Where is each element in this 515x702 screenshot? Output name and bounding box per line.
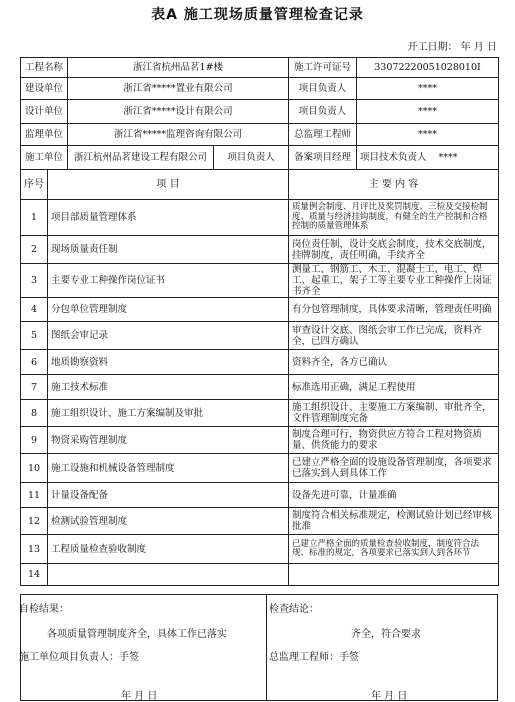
value-contractor: 浙江杭州品茗建设工程有限公司: [68, 146, 214, 170]
row-no: 9: [21, 427, 48, 454]
row-content: 资料齐全，各方已确认: [289, 350, 499, 375]
row-content: 已建立严格全面的设施设备管理制度，各项要求已落实到人到具体工作: [289, 454, 499, 483]
value-permit: 33072220051028010I: [357, 58, 499, 78]
row-content: 标准选用正确，满足工程使用: [289, 375, 499, 400]
row-content: 施工组织设计、主要施工方案编制、审批齐全，文件管理制度完备: [289, 400, 499, 427]
row-content: 制度符合相关标准规定，检测试验计划已经审核批准: [289, 508, 499, 535]
tech-lead-cell: [357, 146, 499, 170]
row-item: 现场质量责任制: [48, 236, 289, 264]
label-project-manager: 备案项目经理: [289, 146, 357, 170]
value-project-name: 浙江省杭州品茗1#楼: [68, 58, 289, 78]
row-item: 施工设施和机械设备管理制度: [48, 454, 289, 483]
row-no: 5: [21, 322, 48, 350]
row-no: 1: [21, 200, 48, 236]
value-supervisor: 浙江省*****监理咨询有限公司: [68, 124, 289, 146]
row-item: [48, 564, 289, 586]
row-no: 8: [21, 400, 48, 427]
row-no: 2: [21, 236, 48, 264]
row-item: 计量设备配备: [48, 483, 289, 508]
self-check-label: 自检结果：: [19, 604, 69, 615]
row-item: 图纸会审记录: [48, 322, 289, 350]
row-content: 制度合理可行，物资供应方符合工程对物资质量、供货能力的要求: [289, 427, 499, 454]
inspection-table: [20, 57, 499, 586]
value-tech-lead: ****: [438, 152, 458, 163]
row-item: 工程质量检查验收制度: [48, 535, 289, 564]
row-item: 主要专业工种操作岗位证书: [48, 264, 289, 298]
label-supervisor: 监理单位: [21, 124, 68, 146]
label-permit: 施工许可证号: [289, 58, 357, 78]
row-no: 7: [21, 375, 48, 400]
label-chief-engineer: 总监理工程师: [289, 124, 357, 146]
conclusion-divider: [266, 595, 267, 700]
row-no: 4: [21, 298, 48, 322]
row-item: 检测试验管理制度: [48, 508, 289, 535]
row-no: 3: [21, 264, 48, 298]
row-content: 设备先进可靠，计量准确: [289, 483, 499, 508]
value-owner: 浙江省*****置业有限公司: [68, 78, 289, 100]
label-tech-lead: 项目技术负责人: [360, 152, 427, 163]
start-date: 开工日期： 年 月 日: [407, 42, 497, 53]
row-item: 施工组织设计、施工方案编制及审批: [48, 400, 289, 427]
row-content: 岗位责任制，设计交底会制度，技术交底制度，挂牌制度，责任明确，手续齐全: [289, 236, 499, 264]
label-designer-lead: 项目负责人: [289, 100, 357, 124]
check-signature: 总监理工程师：手签: [269, 652, 359, 663]
row-item: 物资采购管理制度: [48, 427, 289, 454]
row-content: 有分包管理制度，具体要求清晰，管理责任明确: [289, 298, 499, 322]
row-content: [289, 564, 499, 586]
row-content: 测量工、钢筋工、木工、混凝土工、电工、焊工、起重工、架子工等主要专业工种操作上岗证书齐全: [289, 264, 499, 298]
conclusion-section: [20, 594, 498, 701]
label-contractor: 施工单位: [21, 146, 68, 170]
label-owner-lead: 项目负责人: [289, 78, 357, 100]
row-item: 分包单位管理制度: [48, 298, 289, 322]
header-item: 项 目: [48, 170, 289, 200]
check-conclusion-label: 检查结论：: [269, 604, 319, 615]
label-designer: 设计单位: [21, 100, 68, 124]
self-check-text: 各项质量管理制度齐全，具体工作已落实: [47, 629, 227, 640]
row-no: 13: [21, 535, 48, 564]
value-owner-lead: ****: [357, 78, 499, 100]
value-designer: 浙江省*****设计有限公司: [68, 100, 289, 124]
row-item: 项目部质量管理体系: [48, 200, 289, 236]
check-date: 年 月 日: [371, 691, 408, 702]
row-no: 6: [21, 350, 48, 375]
row-content: 审查设计交底、图纸会审工作已完成，资料齐全，已四方确认: [289, 322, 499, 350]
label-project-name: 工程名称: [21, 58, 68, 78]
value-chief-engineer: ****: [357, 124, 499, 146]
row-no: 11: [21, 483, 48, 508]
document-title: 表A 施工现场质量管理检查记录: [151, 7, 364, 23]
label-contractor-lead: 项目负责人: [214, 146, 289, 170]
row-item: 施工技术标准: [48, 375, 289, 400]
row-no: 12: [21, 508, 48, 535]
header-content: 主 要 内 容: [289, 170, 499, 200]
row-no: 10: [21, 454, 48, 483]
self-check-signature: 施工单位项目负责人：手签: [19, 652, 139, 663]
row-content: 质量例会制度、月评比及奖罚制度、三检及交接检制度、质量与经济挂钩制度，有健全的生产控制和合格控制的质量管理体系: [289, 200, 499, 236]
label-owner: 建设单位: [21, 78, 68, 100]
header-no: 序号: [21, 170, 48, 200]
self-check-date: 年 月 日: [121, 691, 158, 702]
value-designer-lead: ****: [357, 100, 499, 124]
row-no: 14: [21, 564, 48, 586]
row-item: 地质勘察资料: [48, 350, 289, 375]
check-conclusion-text: 齐全，符合要求: [351, 629, 421, 640]
row-content: 已建立严格全面的质量检查验收制度，制度符合法规、标准的规定，各项要求已落实到人到各环节: [289, 535, 499, 564]
